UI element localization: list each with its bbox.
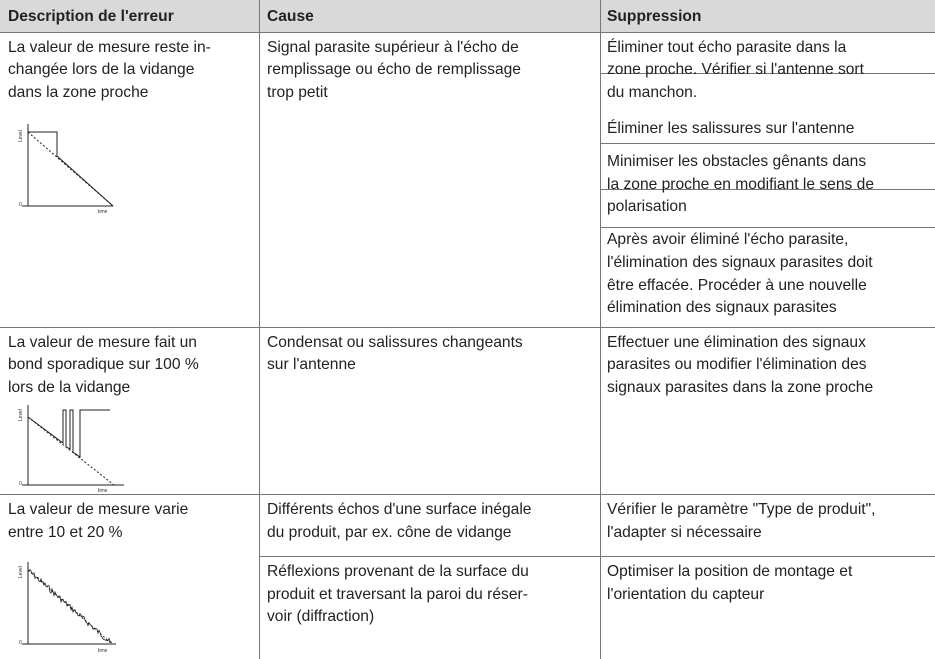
divider (600, 227, 935, 228)
row-description-line: La valeur de mesure varie (8, 501, 189, 518)
y-axis-label: Level (18, 566, 24, 578)
origin-label: 0 (19, 640, 22, 646)
row-cause-line: Condensat ou salissures changeants (267, 334, 523, 351)
row-remedy-line: Après avoir éliminé l'écho parasite, (607, 231, 849, 248)
ideal-level-line (28, 570, 112, 644)
row-remedy-line: du manchon. (607, 84, 698, 101)
x-axis-label: time (98, 488, 108, 494)
row-cause-line: trop petit (267, 84, 328, 101)
origin-label: 0 (19, 202, 22, 208)
row-cause-line: Réflexions provenant de la surface du (267, 563, 529, 580)
x-axis-label: time (98, 209, 108, 215)
row-remedy-line: zone proche. Vérifier si l'antenne sort (607, 61, 864, 78)
row-remedy-line: élimination des signaux parasites (607, 299, 837, 316)
divider (259, 0, 260, 659)
row-cause-line: du produit, par ex. cône de vidange (267, 524, 512, 541)
row-remedy-line: l'orientation du capteur (607, 586, 765, 603)
row-remedy-line: parasites ou modifier l'élimination des (607, 356, 867, 373)
row-remedy-line: Vérifier le paramètre "Type de produit", (607, 501, 876, 518)
row-cause-line: Différents échos d'une surface inégale (267, 501, 532, 518)
divider (0, 327, 935, 328)
divider (0, 32, 935, 33)
divider (259, 556, 935, 557)
row-description-line: La valeur de mesure reste in- (8, 39, 211, 56)
level-graph-constant (16, 120, 116, 215)
level-graph-fluctuating (16, 560, 126, 655)
row-description-line: dans la zone proche (8, 84, 149, 101)
row-remedy-line: être effacée. Procéder à une nouvelle (607, 277, 867, 294)
origin-label: 0 (19, 481, 22, 487)
divider (0, 494, 935, 495)
row-cause-line: remplissage ou écho de remplissage (267, 61, 521, 78)
row-description-line: lors de la vidange (8, 379, 131, 396)
row-description-line: changée lors de la vidange (8, 61, 195, 78)
row-cause-line: produit et traversant la paroi du réser- (267, 586, 528, 603)
row-remedy-line: signaux parasites dans la zone proche (607, 379, 874, 396)
row-remedy-line: l'adapter si nécessaire (607, 524, 762, 541)
row-remedy-line: Optimiser la position de montage et (607, 563, 853, 580)
divider (600, 0, 601, 659)
row-cause-line: voir (diffraction) (267, 608, 375, 625)
divider (600, 143, 935, 144)
row-remedy-line: Minimiser les obstacles gênants dans (607, 153, 867, 170)
x-axis-label: time (98, 648, 108, 654)
row-description-line: La valeur de mesure fait un (8, 334, 197, 351)
level-graph-sporadic-jump (16, 403, 126, 493)
row-remedy-line: la zone proche en modifiant le sens de (607, 176, 874, 193)
y-axis-label: Level (18, 130, 24, 142)
row-cause-line: sur l'antenne (267, 356, 356, 373)
header-cause: Cause (267, 8, 314, 25)
row-remedy-line: l'élimination des signaux parasites doit (607, 254, 873, 271)
measured-level-line (28, 570, 112, 643)
row-remedy-line: polarisation (607, 198, 687, 215)
row-remedy-line: Éliminer les salissures sur l'antenne (607, 120, 855, 137)
row-remedy-line: Effectuer une élimination des signaux (607, 334, 866, 351)
row-cause-line: Signal parasite supérieur à l'écho de (267, 39, 519, 56)
y-axis-label: Level (18, 409, 24, 421)
header-suppression: Suppression (607, 8, 702, 25)
row-description-line: entre 10 et 20 % (8, 524, 123, 541)
row-description-line: bond sporadique sur 100 % (8, 356, 199, 373)
header-description: Description de l'erreur (8, 8, 174, 25)
row-remedy-line: Éliminer tout écho parasite dans la (607, 39, 847, 56)
